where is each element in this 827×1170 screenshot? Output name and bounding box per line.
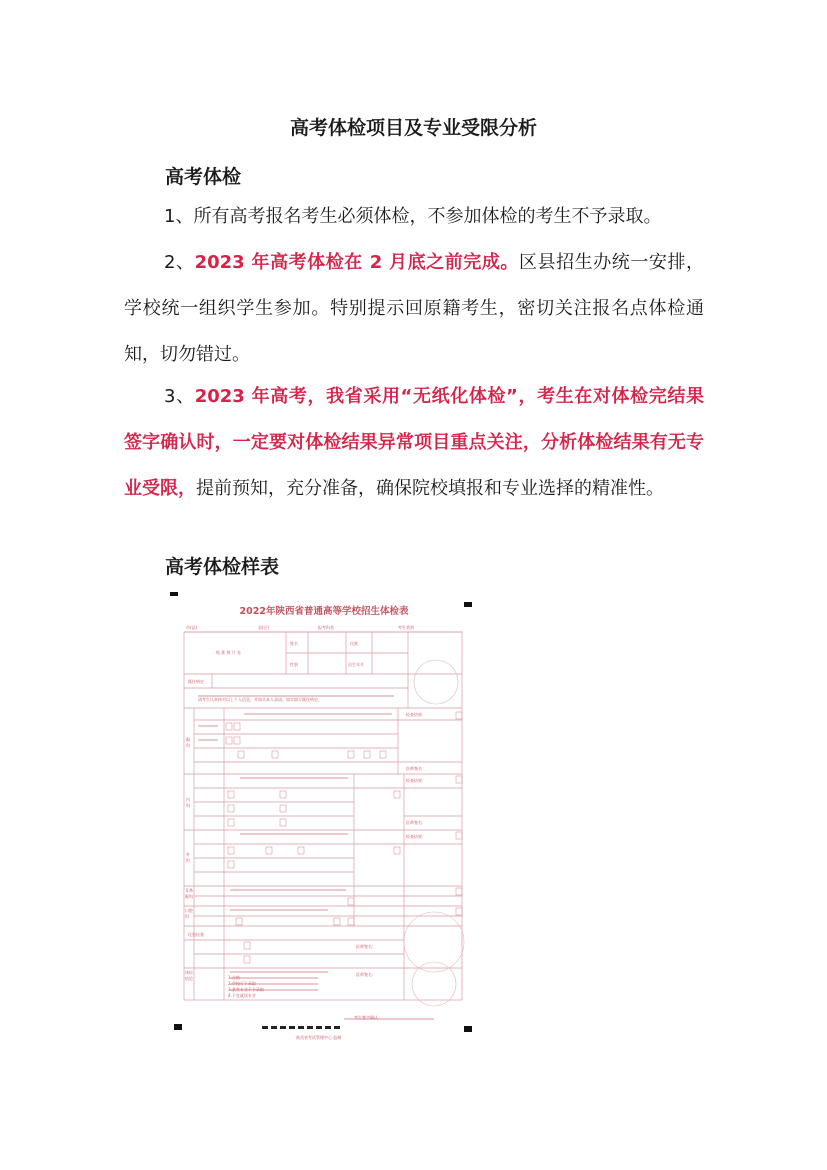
form-result-internal: 检查结果： xyxy=(406,778,426,783)
form-county-label: 市(县) xyxy=(186,625,198,630)
form-conclusion-label: 体检结论 xyxy=(185,970,193,981)
item-1-text: 1、所有高考报名考生必须体检，不参加体检的考生不予录取。 xyxy=(164,206,662,227)
form-oral-label: 口腔科 xyxy=(185,908,193,919)
section-heading-exam: 高考体检 xyxy=(165,166,242,188)
form-conclusion-2: 2.学校可不录取 xyxy=(228,981,256,986)
form-drawing xyxy=(168,592,480,1042)
form-doctor-sign-final: 医师签名： xyxy=(356,972,376,977)
section-heading-sample: 高考体检样表 xyxy=(165,556,280,578)
form-nation-label: 民族 xyxy=(350,641,358,646)
form-ent-label: 耳鼻喉科 xyxy=(185,888,193,899)
document-title: 高考体检项目及专业受限分析 xyxy=(289,117,537,139)
item-2-prefix: 2、 xyxy=(164,252,195,273)
form-doctor-sign-lab: 医师签名： xyxy=(356,944,376,949)
form-notice-line: 请考生认真核对以上个人信息，并如实本人承诺。如实填写既往病史。 xyxy=(198,697,322,702)
form-footer: 陕西省考试管理中心 监制 xyxy=(296,1035,342,1040)
form-title: 2022年陕西省普通高等学校招生体检表 xyxy=(239,606,409,617)
paragraph-item-3 xyxy=(124,374,704,512)
sample-form-image xyxy=(168,592,480,1042)
form-conclusion-1: 1.合格 xyxy=(228,975,240,980)
form-lab-label: 化验检查 xyxy=(188,932,204,937)
form-reg-label: 报考科类 xyxy=(318,625,334,630)
form-school-label: 县(区) xyxy=(258,625,270,630)
form-name-label: 姓名 xyxy=(290,641,298,646)
item-2-highlight: 2023 年高考体检在 2 月底之前完成。 xyxy=(194,252,519,273)
form-eye-label: 眼科 xyxy=(186,737,190,748)
form-history-label: 既往病史 xyxy=(188,679,204,684)
item-3-highlight: 2023 年高考，我省采用“无纸化体检”，考生在对体检完结果签字确认时，一定要对体检结果异常项目重点关注，分析体检结果有无专业受限， xyxy=(124,386,705,499)
form-photo-label: 贴 准 照 片 处 xyxy=(216,650,242,655)
form-result-surgery: 检查结果： xyxy=(406,834,426,839)
item-2-text: 区县招生办统一安排，学校统一组织学生参加。特别提示回原籍考生，密切关注报名点体检通知，切勿错过。 xyxy=(124,252,705,365)
form-birth-label: 出生年月 xyxy=(348,662,364,667)
item-3-prefix: 3、 xyxy=(164,386,195,407)
form-surgery-label: 外科 xyxy=(186,852,190,863)
form-internal-label: 内科 xyxy=(186,797,190,808)
paragraph-item-1 xyxy=(124,194,704,240)
form-doctor-sign-internal: 医师签名： xyxy=(406,820,426,825)
form-gender-label: 性别 xyxy=(290,662,298,667)
form-category-label: 考生类别 xyxy=(398,625,414,630)
form-conclusion-4: 4.不宜就读专业 xyxy=(228,993,256,998)
form-result-eye: 检查结果： xyxy=(406,712,426,717)
paragraph-item-2 xyxy=(124,240,704,378)
form-doctor-sign-eye: 医师签名： xyxy=(406,766,426,771)
form-conclusion-3: 3.某些专业不予录取 xyxy=(228,987,264,992)
form-signature-label: 考生签字确认： xyxy=(354,1015,382,1020)
item-3-text: 提前预知，充分准备，确保院校填报和专业选择的精准性。 xyxy=(196,478,664,499)
